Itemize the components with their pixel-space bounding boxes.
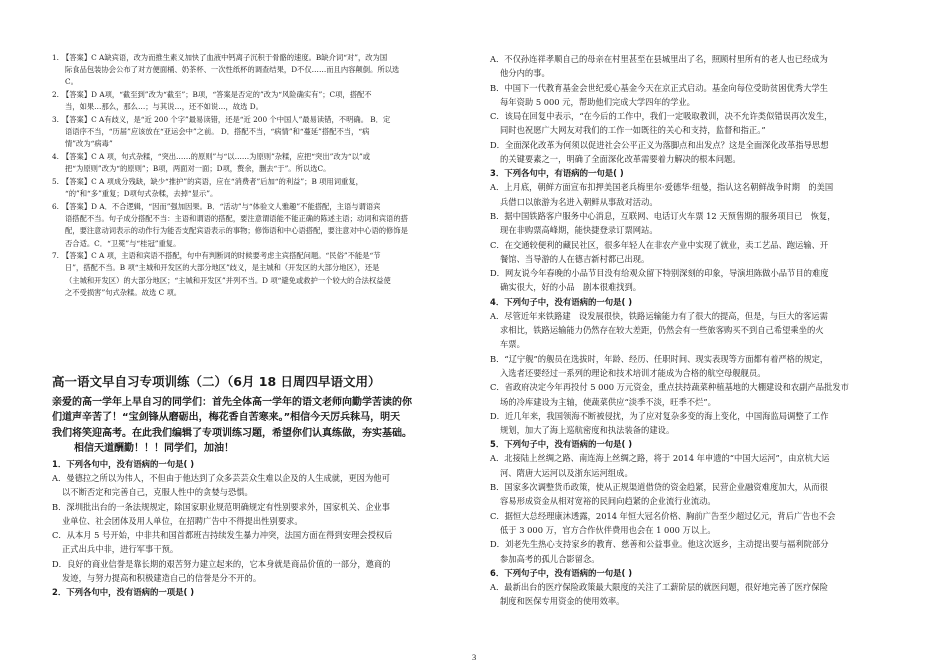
option-continuation: 每年资助 5 000 元，帮助他们完成大学四年的学业。: [500, 96, 695, 107]
option-text: A．不仅孙连祥孝顺自己的母亲在村里甚至在县城里出了名，照顾村里所有的老人也已经成为: [490, 54, 828, 64]
option-continuation: 的关键要素之一，明确了全面深化改革需要着力解决的根本问题。: [500, 154, 741, 165]
option-continuation: 正式出兵中非，进行军事干预。: [62, 544, 179, 555]
option-text: B．深圳批出台的一条法规规定，除国家职业规范明确规定有性别要求外，国家机关、企业事: [52, 501, 390, 512]
option-item: [490, 580, 904, 609]
option-text: C．据恒大总经理康沐透露，2014 年恒大冠名价格、胸前广告至少超过亿元，背后广告也不会: [490, 510, 836, 521]
option-item: [490, 238, 904, 267]
option-item: [490, 81, 904, 110]
option-item: [490, 109, 904, 138]
answer-first-line: [52, 202, 380, 211]
answer-first-line: [52, 251, 381, 260]
option-item: [490, 480, 904, 509]
option-text: A．最新出台的医疗保险政策最大限度的关注了工薪阶层的就医问题，很好地完善了医疗保险: [490, 581, 828, 592]
option-item: [52, 557, 464, 586]
option-text: A．上月底，朝鲜方面宣布扣押美国老兵梅里尔·爱德华·纽曼，指认这名朝鲜战争时期 的美国: [490, 182, 834, 193]
answer-first-line: [52, 152, 370, 161]
option-continuation: 发迹，与努力提高和积极建造自己的信誉是分不开的。: [62, 573, 262, 584]
option-continuation: 业单位、社会团体及用人单位，在招聘广告中不得提出性别要求。: [62, 515, 303, 526]
option-continuation: 车票。: [500, 339, 525, 350]
question-stem: 1．下列各句中，没有语病的一句是( ): [52, 458, 195, 469]
option-item: [490, 451, 904, 480]
option-item: [490, 52, 904, 81]
answer-first-line: [52, 115, 390, 124]
option-text: D．良好的商业信誉是靠长期的艰苦努力建立起来的，它本身就是商品价值的一部分，邀商的: [52, 558, 391, 569]
answer-text: 【答案】C A缺宾语，改为而推生素义加快了血液中钙离子沉积于骨骼的速度。B缺介词“对”，改为国: [61, 53, 388, 62]
answer-continuation: 把“为原则”改为“的原则”；B项，两面对一面；D项，赘余，删去“于”。所以选C。: [65, 164, 331, 174]
option-item: [490, 309, 904, 352]
answer-item: [52, 201, 464, 250]
option-item: [52, 528, 464, 557]
option-text: A．北接陆上丝绸之路、南连海上丝绸之路，将于 2014 年申遗的“中国大运河”，由京杭大运: [490, 453, 830, 464]
option-item: [490, 537, 904, 566]
intro-line: 亲爱的高一学年上早自习的同学们：首先全体高一学年的语文老师向勤学苦读的你: [52, 396, 412, 408]
option-continuation: 餐馆、当导游的人在德吉新村都已出现。: [500, 253, 650, 264]
option-continuation: 现在非购票高峰期，能快捷登录订票网站。: [500, 225, 658, 236]
answer-continuation: 配，要注意动词表示的动作行为能否支配宾语表示的事物；修饰语和中心语搭配，要注意对中心语的修饰是: [65, 226, 408, 236]
option-text: B．国家多次调整货币政策，使从正规渠道借贷的资金趋紧，民营企业融资难度加大，从而很: [490, 482, 828, 493]
section-title: 高一语文早自习专项训练（二）（6月 18 日周四早语文用）: [52, 373, 381, 389]
option-continuation: 场的冷库建设为主轴，使蔬菜供应“淡季不淡，旺季不烂”。: [500, 396, 716, 407]
option-continuation: 求相比，铁路运输能力仍然存在较大差距，仍然会有一些旅客购买不到自己希望乘坐的火: [500, 325, 824, 336]
question-stem: 6．下列句子中，没有语病的一句是( ): [490, 567, 633, 578]
option-text: B．中国下一代教育基金会世纪爱心基金今天在京正式启动。基金向每位受助贫困优秀大学生: [490, 82, 828, 93]
option-item: [490, 266, 904, 295]
answer-continuation: 否合适。C．“卫冕”与“桂冠”重复。: [65, 238, 181, 248]
answer-number: 6.: [52, 201, 59, 211]
question-stem: 3．下列各句中，有语病的一句是( ): [490, 168, 624, 179]
answer-item: [52, 89, 464, 113]
option-text: C．在交通较便利的藏民社区，很多年轻人在非农产业中实现了就业，卖工艺品、跑运输、开: [490, 239, 829, 250]
answer-continuation: C。: [65, 77, 78, 87]
option-continuation: 入选者还要经过一系列的理论和技术培训才能成为合格的航空母舰舰员。: [500, 367, 766, 378]
option-continuation: 河、隋唐大运河以及浙东运河组成。: [500, 467, 633, 478]
option-text: C．省政府决定今年再投付 5 000 万元资金，重点扶持蔬菜种植基地的大棚建设和农副产品批发市: [490, 382, 849, 393]
intro-line: 们道声辛苦了！“宝剑锋从磨砺出，梅花香自苦寒来。”相信今天厉兵秣马，明天: [52, 412, 401, 424]
intro-line: 我们将笑迎高考。在此我们编辑了专项训练习题，希望你们认真练做，夯实基础。: [52, 427, 412, 439]
answer-key: [52, 52, 464, 299]
option-text: A．曼德拉之所以为伟人，不但由于他达到了众多芸芸众生难以企及的人生成就，更因为他可: [52, 472, 390, 483]
option-item: [490, 352, 904, 381]
option-continuation: 他分内的事。: [500, 68, 550, 79]
option-continuation: 容易形成资金从相对宽裕的民间向趋紧的企业流行业流动。: [500, 496, 716, 507]
option-continuation: 以不断否定和完善自己，克服人性中的贪婪与恐惧。: [62, 487, 253, 498]
option-text: A．尽管近年来铁路建 设发展很快，铁路运输能力有了很大的提高，但是，与巨大的客运需: [490, 310, 828, 321]
answer-item: [52, 176, 464, 200]
answer-continuation: 际食品包装协会公布了对方便面桶、奶茶杯、一次性纸杯的调查结果，D不仅……而且内容颠倒。所以选: [65, 65, 400, 75]
option-continuation: 规划，加大了海上巡航密度和执法装备的建设。: [500, 425, 675, 436]
option-item: [490, 380, 904, 409]
answer-number: 2.: [52, 90, 59, 100]
option-item: [490, 138, 904, 167]
answer-first-line: [52, 53, 387, 62]
answer-continuation: 之不受损害”句式杂糅。故选 C 项。: [65, 287, 182, 297]
option-text: B．据中国铁路客户服务中心消息，互联网、电话订火车票 12 天预售期的服务项目已 恢复，: [490, 210, 836, 221]
option-item: [52, 500, 464, 529]
option-text: C．从本月 5 号开始，中非共和国首都班吉持续发生暴力冲突，法国方面在得到安理会授权后: [52, 530, 393, 541]
option-item: [490, 180, 904, 209]
answer-continuation: （主城和开发区）的大部分地区；“主城和开发区”并列不当。D 项“避免或救护一个较大的合法权益使: [65, 275, 391, 285]
option-continuation: 确实很大，好的小品 剧本很难找到。: [500, 282, 642, 293]
option-item: [490, 509, 904, 538]
left-column: [52, 52, 464, 599]
question-stem: 5．下列句子中，没有语病的一句是( ): [490, 439, 633, 450]
right-questions: [490, 52, 904, 608]
right-column: [490, 52, 904, 608]
option-item: [490, 409, 904, 438]
answer-continuation: 情”改为“病毒”: [65, 139, 113, 149]
answer-number: 5.: [52, 177, 59, 187]
answer-number: 7.: [52, 251, 59, 261]
answer-continuation: 日”，搭配不当。B 项“主城和开发区的大部分地区”歧义，是主城和（开发区的大部分地区），还是: [65, 263, 380, 273]
option-continuation: 制度和医保专用资金的使用效率。: [500, 596, 625, 607]
option-item: [52, 471, 464, 500]
option-text: D．全面深化改革为何须以促进社会公平正义为落脚点和出发点？这是全面深化改革指导思想: [490, 139, 829, 150]
option-text: D．近几年来，我国领海不断被侵扰，为了应对复杂多变的海上变化，中国海监局调整了工作: [490, 410, 829, 421]
answer-text: 【答案】C A 项成分残缺，缺少“推护”的宾语，应在“消费者”后加“的利益”；B 项用词重复，: [61, 177, 363, 187]
left-questions: [52, 457, 464, 599]
answer-text: 【答案】D A．不合逻辑，“因而”强加因果。B．“活动”与“体验文人雅趣”不能搭配，主语与谓语宾: [61, 201, 381, 211]
answer-continuation: 语搭配不当。句子成分搭配不当：主语和谓语的搭配，要注意谓语能不能正确的陈述主语；动词和宾语的搭: [65, 214, 408, 224]
question-stem: 2．下列各句中，没有语病的一项是( ): [52, 587, 195, 598]
option-continuation: 参加高考的孤儿合影留念。: [500, 553, 600, 564]
option-text: B．“辽宁舰”的舰员在选拔时，年龄、经历、任职时间、现实表现等方面都有着严格的规定，: [490, 353, 829, 364]
option-continuation: 同时也祝愿广大网友对我们的工作一如既往的关心和支持，监督和指正。”: [500, 125, 766, 136]
answer-item: [52, 250, 464, 299]
option-continuation: 兵借口以旅游为名进入朝鲜从事敌对活动。: [500, 196, 658, 207]
option-continuation: 低于 3 000 万，官方合作伙伴费用也会在 1 000 万以上。: [500, 524, 716, 535]
answer-text: 【答案】D A项，“截至到”改为“截至”；B项，“答案是否定的”改为“风险确实有”；C项，搭配不: [61, 90, 372, 100]
option-text: D．网友说今年春晚的小品节目没有给观众留下特别深刻的印象，导演坦陈做小品节目的难度: [490, 268, 829, 279]
answer-first-line: [52, 90, 372, 99]
answer-text: 【答案】C A有歧义，是“近 200 个字”最易读错，还是“近 200 个中国人”最易读错，不明确。 B．定: [61, 115, 391, 125]
answer-item: [52, 114, 464, 151]
answer-continuation: 语语序不当，“历届”应该放在“亚运会中”之前。 D．搭配不当，“病情”和“蔓延”搭配不当，“病: [65, 127, 370, 137]
option-text: D．刘老先生热心支持家乡的教育、慈善和公益事业。他这次返乡，主动提出要与福利院部分: [490, 539, 829, 550]
answer-item: [52, 151, 464, 175]
answer-item: [52, 52, 464, 89]
answer-first-line: [52, 177, 363, 186]
intro-line: 相信天道酬勤！！！同学们，加油！: [74, 443, 234, 455]
question-stem: 4．下列句子中，没有语病的一句是( ): [490, 296, 633, 307]
answer-text: 【答案】C A 项，主语和宾语不搭配，句中有判断词的时候要考虑主宾搭配问题。“民俗”不能是“节: [61, 251, 381, 261]
answer-text: 【答案】C A 项，句式杂糅，“突出……的原则”与“以……为原则”杂糅，应把“突出”改为“以”或: [61, 152, 370, 162]
option-item: [490, 209, 904, 238]
answer-number: 1.: [52, 53, 59, 62]
answer-number: 3.: [52, 115, 59, 125]
option-text: C．该局在回复中表示，“在今后的工作中，我们一定吸取教训，决不允许类似错误再次发生，: [490, 111, 833, 122]
page-number: 3: [472, 652, 477, 662]
answer-continuation: 当，如果…那么，那么…；与其说…，还不如说…，故选 D。: [65, 102, 263, 112]
answer-number: 4.: [52, 152, 59, 162]
intro-paragraph: [52, 395, 464, 457]
answer-continuation: “的”和“多”重复；D项句式杂糅，去掉“显示”。: [65, 189, 218, 199]
